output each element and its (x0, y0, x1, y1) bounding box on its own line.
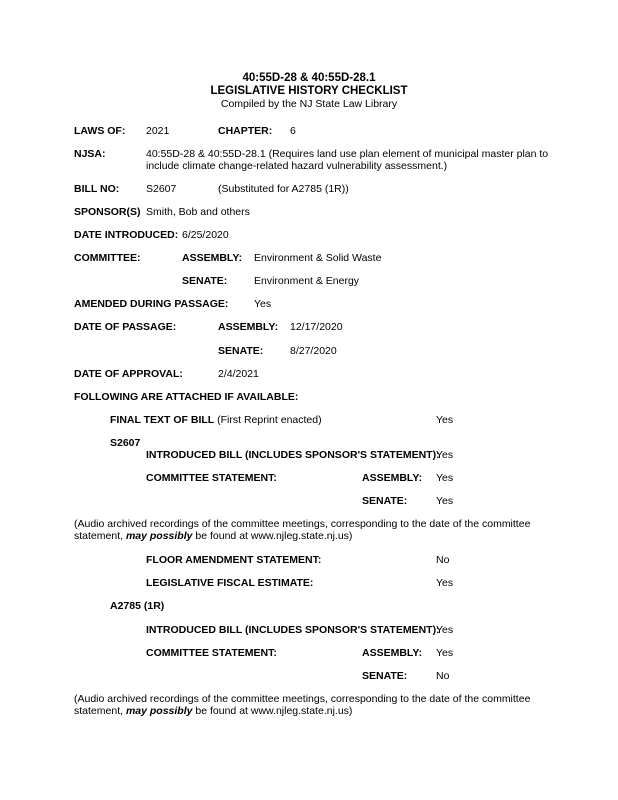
final-text-label-note: (First Reprint enacted) (214, 414, 322, 426)
s2607-senate-label: SENATE: (362, 495, 408, 507)
date-introduced-value: 6/25/2020 (182, 229, 229, 241)
a2785-committee-label: COMMITTEE STATEMENT: (146, 647, 277, 659)
floor-amendment-label: FLOOR AMENDMENT STATEMENT: (146, 554, 322, 566)
committee-label: COMMITTEE: (74, 252, 141, 264)
a2785-label: A2785 (1R) (110, 600, 165, 612)
floor-amendment-value: No (436, 554, 450, 566)
a2785-introduced-value: Yes (436, 624, 454, 636)
a2785-senate-label: SENATE: (362, 670, 408, 682)
audio-note-2-emphasis: may possibly (125, 705, 193, 717)
audio-note-1-line2 (74, 530, 352, 543)
fiscal-estimate-value: Yes (436, 577, 454, 589)
s2607-introduced-value: Yes (436, 449, 454, 461)
audio-note-1-post: be found at www.njleg.state.nj.us) (192, 530, 353, 542)
audio-note-2-line2 (74, 705, 352, 718)
amended-label: AMENDED DURING PASSAGE: (74, 298, 229, 310)
document-subtitle: LEGISLATIVE HISTORY CHECKLIST (210, 85, 408, 97)
bill-no-value: S2607 (146, 183, 177, 195)
compiled-by: Compiled by the NJ State Law Library (220, 98, 398, 110)
bill-no-label: BILL NO: (74, 183, 120, 195)
date-of-passage-label: DATE OF PASSAGE: (74, 321, 177, 333)
committee-senate-value: Environment & Energy (254, 275, 360, 287)
njsa-label: NJSA: (74, 148, 106, 160)
sponsors-label: SPONSOR(S) (74, 206, 141, 218)
final-text-label (110, 414, 322, 427)
final-text-label-bold: FINAL TEXT OF BILL (110, 414, 215, 426)
a2785-assembly-value: Yes (436, 647, 454, 659)
committee-assembly-label: ASSEMBLY: (182, 252, 243, 264)
passage-senate-label: SENATE: (218, 345, 264, 357)
a2785-assembly-label: ASSEMBLY: (362, 647, 423, 659)
sponsors-value: Smith, Bob and others (146, 206, 250, 218)
a2785-introduced-label: INTRODUCED BILL (INCLUDES SPONSOR'S STATEMENT): (146, 624, 440, 636)
passage-senate-value: 8/27/2020 (290, 345, 337, 357)
passage-assembly-label: ASSEMBLY: (218, 321, 279, 333)
audio-note-2-post: be found at www.njleg.state.nj.us) (192, 705, 353, 717)
passage-assembly-value: 12/17/2020 (290, 321, 343, 333)
s2607-introduced-label: INTRODUCED BILL (INCLUDES SPONSOR'S STATEMENT): (146, 449, 440, 461)
attachments-heading: FOLLOWING ARE ATTACHED IF AVAILABLE: (74, 391, 299, 403)
committee-senate-label: SENATE: (182, 275, 228, 287)
s2607-senate-value: Yes (436, 495, 454, 507)
date-introduced-label: DATE INTRODUCED: (74, 229, 179, 241)
chapter-value: 6 (290, 125, 296, 137)
laws-of-label: LAWS OF: (74, 125, 126, 137)
njsa-description-line1: 40:55D-28 & 40:55D-28.1 (Requires land use plan element of municipal master plan to (146, 148, 549, 160)
final-text-value: Yes (436, 414, 454, 426)
audio-note-1-pre: statement, (74, 530, 126, 542)
date-of-approval-label: DATE OF APPROVAL: (74, 368, 183, 380)
audio-note-1-line1: (Audio archived recordings of the committee meetings, corresponding to the date of the committee (74, 518, 531, 530)
audio-note-2-line1: (Audio archived recordings of the committee meetings, corresponding to the date of the committee (74, 693, 531, 705)
fiscal-estimate-label: LEGISLATIVE FISCAL ESTIMATE: (146, 577, 314, 589)
s2607-assembly-value: Yes (436, 472, 454, 484)
chapter-label: CHAPTER: (218, 125, 273, 137)
document-title: 40:55D-28 & 40:55D-28.1 (242, 72, 376, 84)
audio-note-2-pre: statement, (74, 705, 126, 717)
a2785-senate-value: No (436, 670, 450, 682)
date-of-approval-value: 2/4/2021 (218, 368, 259, 380)
s2607-label: S2607 (110, 437, 141, 449)
bill-substitution-note: (Substituted for A2785 (1R)) (218, 183, 349, 195)
s2607-assembly-label: ASSEMBLY: (362, 472, 423, 484)
laws-of-value: 2021 (146, 125, 170, 137)
njsa-description-line2: include climate change-related hazard vulnerability assessment.) (146, 160, 448, 172)
audio-note-1-emphasis: may possibly (125, 530, 193, 542)
committee-assembly-value: Environment & Solid Waste (254, 252, 382, 264)
amended-value: Yes (254, 298, 272, 310)
s2607-committee-label: COMMITTEE STATEMENT: (146, 472, 277, 484)
